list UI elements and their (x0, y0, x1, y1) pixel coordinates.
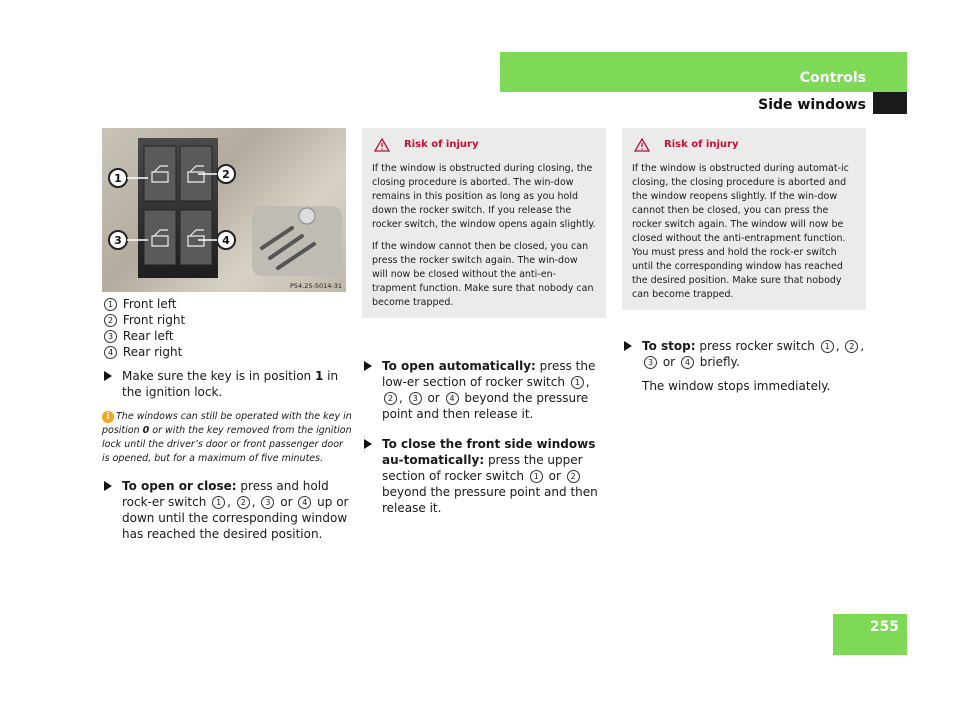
header-black-block (873, 92, 907, 114)
switch-number: 1 (821, 340, 834, 353)
step-text: beyond the pressure point and then release it. (382, 391, 589, 421)
step-text: or (659, 355, 679, 369)
warning-triangle-icon (374, 138, 390, 152)
warning-header (632, 138, 856, 152)
step-key-position (102, 368, 352, 400)
switch-number: 2 (845, 340, 858, 353)
page-number: 255 (869, 619, 899, 635)
step-text: press the upper section of rocker switch (382, 453, 583, 483)
step-label: To open or close: (122, 479, 237, 493)
step-arrow-icon (104, 481, 112, 491)
step-close-front-automatically (362, 436, 610, 516)
switch-number: 1 (530, 470, 543, 483)
step-text: or (276, 495, 297, 509)
warning-paragraph: If the window is obstructed during closing, the closing procedure is aborted. The win-dow remains in this position as long as you hold down the rocker switch. If you release the rocker switch, the window opens again slightly. (372, 163, 596, 230)
legend-item (102, 312, 352, 328)
key-position-value: 1 (314, 369, 324, 383)
callout-label-2: 2 (222, 168, 230, 181)
legend-item (102, 344, 352, 360)
warning-box-1 (362, 128, 606, 318)
step-arrow-icon (364, 361, 372, 371)
info-icon: i (102, 411, 114, 423)
step-text: briefly. (695, 355, 740, 369)
step-text: in the ignition lock. (122, 369, 339, 399)
legend-item (102, 296, 352, 312)
warning-triangle-icon (634, 138, 650, 152)
step-text: press and hold rock-er switch (122, 479, 329, 509)
step-arrow-icon (104, 371, 112, 381)
column-3-steps (622, 330, 870, 394)
step-label: To stop: (642, 339, 696, 353)
legend-label: Front right (122, 313, 186, 327)
legend-label: Front left (122, 297, 177, 311)
note-text: or with the key removed from the ignition lock until the driver’s door or front passenger door is opened, but for a maximum of five minutes. (102, 425, 352, 464)
section-title: Controls (799, 70, 866, 86)
step-text: , (835, 339, 844, 353)
step-text: press rocker switch (695, 339, 819, 353)
switch-number: 2 (104, 314, 117, 327)
window-switch-photo (102, 128, 346, 292)
switch-number: 1 (104, 298, 117, 311)
switch-number: 1 (571, 376, 584, 389)
step-arrow-icon (364, 439, 372, 449)
switch-number: 3 (104, 330, 117, 343)
switch-number: 1 (212, 496, 225, 509)
legend-item (102, 328, 352, 344)
step-text: , (251, 495, 260, 509)
step-text: beyond the pressure point and then release it. (382, 485, 598, 515)
page-subtitle: Side windows (758, 97, 866, 113)
warning-paragraph: If the window is obstructed during automat-ic closing, the closing procedure is aborted and the window reopens slightly. If the win-dow cannot then be closed, you can press the rocker switch again. The window will now be closed without the anti-entrapment function. You must press and hold the rock-er switch until the corresponding window has reached the desired position. Make sure that nobody can become trapped. (632, 163, 849, 300)
step-text: or (544, 469, 565, 483)
photo-code: P54.25-5014-31 (290, 282, 343, 290)
rocker-switch-1 (144, 146, 176, 201)
step-stop (622, 338, 870, 370)
page-number-box (833, 614, 907, 655)
step-arrow-icon (624, 341, 632, 351)
step-label: To open automatically: (382, 359, 536, 373)
warning-title: Risk of injury (664, 139, 739, 150)
switch-number: 2 (567, 470, 580, 483)
callout-label-1: 1 (114, 172, 122, 185)
switch-number: 3 (409, 392, 422, 405)
note-key-position: 0 (142, 425, 150, 436)
callout-label-3: 3 (114, 234, 122, 247)
rocker-switch-3 (144, 210, 176, 265)
switch-number: 4 (298, 496, 311, 509)
step-open-automatically (362, 358, 610, 422)
step-text: up or down until the corresponding window has reached the desired position. (122, 495, 349, 541)
switch-number: 2 (384, 392, 397, 405)
switch-number: 4 (446, 392, 459, 405)
step-result: The window stops immediately. (642, 379, 831, 393)
step-text: press the low-er section of rocker switch (382, 359, 596, 389)
info-note (102, 410, 352, 466)
switch-number: 4 (104, 346, 117, 359)
warning-header (372, 138, 596, 152)
switch-number: 3 (644, 356, 657, 369)
warning-box-2 (622, 128, 866, 310)
column-1 (102, 296, 352, 542)
switch-number: 4 (681, 356, 694, 369)
step-label: To close the front side windows au-tomatically: (382, 437, 596, 467)
switch-number: 2 (237, 496, 250, 509)
step-text: , (227, 495, 235, 509)
step-text: or (423, 391, 444, 405)
legend-label: Rear left (122, 329, 174, 343)
switch-number: 3 (261, 496, 274, 509)
step-text: , (860, 339, 865, 353)
memory-button (299, 208, 315, 224)
legend (102, 296, 352, 360)
column-2-steps (362, 350, 610, 516)
step-open-close (102, 478, 352, 542)
callout-label-4: 4 (222, 234, 230, 247)
step-text: Make sure the key is in position (122, 369, 315, 383)
note-text: The windows can still be operated with the key in position (102, 411, 352, 436)
legend-label: Rear right (122, 345, 183, 359)
step-text: , (585, 375, 590, 389)
step-text: , (399, 391, 407, 405)
rocker-switch-4 (180, 210, 212, 265)
switch-panel-illustration (102, 128, 346, 292)
warning-paragraph: If the window cannot then be closed, you can press the rocker switch again. The win-dow will now be closed without the anti-en-trapment function. Make sure that nobody can become trapped. (372, 241, 594, 308)
warning-title: Risk of injury (404, 139, 479, 150)
